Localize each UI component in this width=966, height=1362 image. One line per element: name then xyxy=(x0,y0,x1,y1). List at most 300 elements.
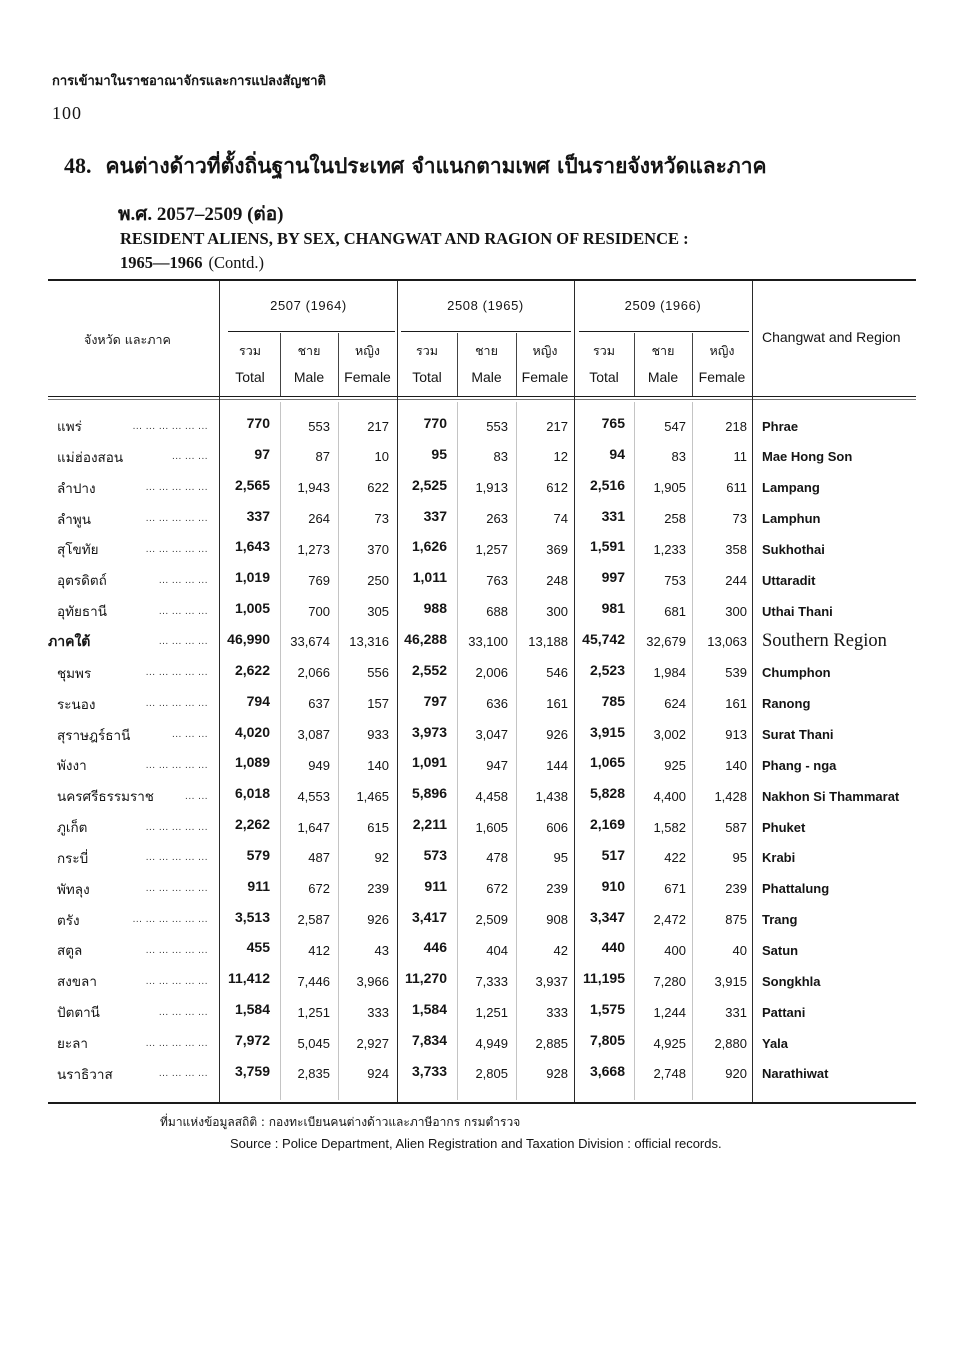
subheader-total: Total xyxy=(235,369,265,385)
male-value-cell: 949 xyxy=(308,757,330,773)
changwat-name-thai: นราธิวาส xyxy=(57,1066,113,1083)
dot-leader: ... ... ... ... ... xyxy=(145,883,208,895)
changwat-name-cell xyxy=(48,1001,220,1023)
subheader-male: Male xyxy=(471,369,502,385)
changwat-name-thai: ลำพูน xyxy=(57,511,91,528)
changwat-name-cell xyxy=(48,569,220,591)
changwat-name-cell xyxy=(48,631,220,653)
female-value-cell: 908 xyxy=(546,912,568,928)
subheader-female-thai: หญิง xyxy=(709,343,735,358)
changwat-name-thai: พัทลุง xyxy=(57,881,90,898)
male-value-cell: 412 xyxy=(308,942,330,958)
female-value-cell: 140 xyxy=(725,757,747,773)
female-value-cell: 13,316 xyxy=(349,634,389,650)
subheader-male-thai: ชาย xyxy=(651,343,675,358)
total-value-cell: 517 xyxy=(601,846,625,863)
header-bottom-rule xyxy=(48,396,916,397)
male-value-cell: 32,679 xyxy=(646,634,686,650)
dot-leader: ... ... ... ... ... xyxy=(145,1037,208,1049)
total-value-cell: 770 xyxy=(423,415,447,431)
total-value-cell: 7,972 xyxy=(234,1032,270,1048)
changwat-name-cell xyxy=(48,415,220,437)
changwat-name-english: Ranong xyxy=(762,696,811,712)
female-value-cell: 40 xyxy=(732,942,747,958)
male-value-cell: 3,087 xyxy=(297,727,330,742)
table-years-english-range: 1965—1966 xyxy=(120,253,203,272)
male-value-cell: 624 xyxy=(664,696,686,712)
male-value-cell: 925 xyxy=(664,757,686,773)
female-value-cell: 92 xyxy=(374,850,389,866)
female-value-cell: 157 xyxy=(367,696,389,712)
table-row xyxy=(48,720,916,750)
table-row xyxy=(48,997,916,1027)
table-row xyxy=(48,843,916,873)
female-value-cell: 622 xyxy=(367,480,389,496)
changwat-name-english: Sukhothai xyxy=(762,541,825,557)
total-value-cell: 1,011 xyxy=(412,569,447,586)
changwat-name-thai: อุตรดิตถ์ xyxy=(57,573,107,590)
female-value-cell: 333 xyxy=(367,1004,389,1020)
dot-leader: ... ... ... ... ... xyxy=(145,513,208,525)
running-header: การเข้ามาในราชอาณาจักรและการแปลงสัญชาติ xyxy=(52,74,326,89)
female-value-cell: 539 xyxy=(725,665,747,681)
female-value-cell: 73 xyxy=(374,511,389,527)
male-value-cell: 681 xyxy=(664,603,686,619)
male-value-cell: 7,446 xyxy=(297,973,330,989)
table-years-thai: พ.ศ. 2057–2509 (ต่อ) xyxy=(118,204,284,225)
table-row xyxy=(48,689,916,719)
male-value-cell: 2,509 xyxy=(475,912,508,928)
male-value-cell: 1,984 xyxy=(653,665,686,681)
total-value-cell: 770 xyxy=(246,415,270,431)
subheader-female: Female xyxy=(344,369,391,385)
subheader-total-thai: รวม xyxy=(416,343,438,358)
total-value-cell: 5,896 xyxy=(411,785,447,802)
male-value-cell: 487 xyxy=(308,850,330,866)
female-value-cell: 2,885 xyxy=(535,1035,568,1051)
male-value-cell: 2,748 xyxy=(653,1066,686,1082)
female-value-cell: 358 xyxy=(725,541,747,557)
year-underline xyxy=(228,331,395,332)
subheader-total-thai: รวม xyxy=(593,343,615,358)
total-value-cell: 573 xyxy=(423,846,447,863)
total-value-cell: 2,552 xyxy=(411,661,447,678)
table-title-english: RESIDENT ALIENS, BY SEX, CHANGWAT AND RAGION OF RESIDENCE : xyxy=(120,229,689,248)
changwat-name-cell xyxy=(48,878,220,900)
year-underline xyxy=(401,331,571,332)
male-value-cell: 1,244 xyxy=(653,1004,686,1020)
male-value-cell: 264 xyxy=(308,511,330,527)
table-top-rule xyxy=(48,279,916,281)
dot-leader: ... ... ... ... ... xyxy=(145,759,208,771)
table-row xyxy=(48,1059,916,1089)
changwat-name-english: Uttaradit xyxy=(762,572,816,588)
male-value-cell: 1,257 xyxy=(475,541,508,557)
changwat-name-cell xyxy=(48,970,220,992)
table-row xyxy=(48,411,916,441)
male-value-cell: 4,949 xyxy=(475,1035,508,1051)
changwat-name-thai: กระบี่ xyxy=(57,850,89,867)
changwat-name-english: Yala xyxy=(762,1035,789,1051)
total-value-cell: 11,270 xyxy=(404,970,447,987)
female-value-cell: 875 xyxy=(725,912,747,928)
changwat-name-cell xyxy=(48,477,220,499)
total-value-cell: 4,020 xyxy=(234,723,270,740)
total-value-cell: 1,005 xyxy=(234,600,270,617)
changwat-name-cell xyxy=(48,508,220,530)
female-value-cell: 161 xyxy=(546,696,568,712)
table-row xyxy=(48,750,916,780)
female-value-cell: 95 xyxy=(553,850,568,866)
changwat-name-cell xyxy=(48,754,220,776)
female-value-cell: 73 xyxy=(732,511,747,527)
total-value-cell: 331 xyxy=(601,507,625,524)
male-value-cell: 2,006 xyxy=(475,665,508,681)
female-value-cell: 926 xyxy=(367,912,389,928)
changwat-name-english: Phrae xyxy=(762,418,799,434)
male-value-cell: 1,273 xyxy=(297,541,330,557)
changwat-name-english: Pattani xyxy=(762,1004,806,1020)
year-header: 2508 (1965) xyxy=(447,298,524,313)
total-value-cell: 446 xyxy=(423,939,447,956)
male-value-cell: 5,045 xyxy=(297,1035,330,1051)
dot-leader: ... ... ... ... ... ... xyxy=(132,420,208,432)
male-value-cell: 478 xyxy=(486,850,508,866)
total-value-cell: 3,668 xyxy=(589,1062,625,1079)
total-value-cell: 1,019 xyxy=(234,569,270,586)
male-value-cell: 553 xyxy=(486,418,508,434)
female-value-cell: 300 xyxy=(725,603,747,619)
male-value-cell: 258 xyxy=(664,511,686,527)
male-value-cell: 4,400 xyxy=(653,788,686,804)
table-row xyxy=(48,565,916,595)
continued-note: (Contd.) xyxy=(208,253,264,272)
total-value-cell: 2,211 xyxy=(412,816,447,833)
total-value-cell: 1,089 xyxy=(234,754,270,771)
male-value-cell: 7,333 xyxy=(475,973,508,989)
female-value-cell: 244 xyxy=(725,572,747,588)
total-value-cell: 785 xyxy=(601,692,625,709)
female-value-cell: 144 xyxy=(546,757,568,773)
changwat-name-cell xyxy=(48,693,220,715)
changwat-name-cell xyxy=(48,847,220,869)
table-years-english xyxy=(120,253,264,273)
subheader-female-thai: หญิง xyxy=(532,343,558,358)
total-value-cell: 3,417 xyxy=(411,908,447,925)
female-value-cell: 2,927 xyxy=(356,1035,389,1051)
table-row xyxy=(48,935,916,965)
total-value-cell: 794 xyxy=(246,692,270,709)
male-value-cell: 637 xyxy=(308,696,330,712)
male-value-cell: 2,472 xyxy=(653,912,686,928)
female-value-cell: 369 xyxy=(546,541,568,557)
total-value-cell: 988 xyxy=(423,600,447,617)
female-value-cell: 3,966 xyxy=(356,973,389,989)
changwat-name-thai: อุทัยธานี xyxy=(57,604,107,621)
dot-leader: ... ... ... ... xyxy=(158,605,208,617)
male-value-cell: 763 xyxy=(486,572,508,588)
male-value-cell: 1,905 xyxy=(653,480,686,496)
total-value-cell: 94 xyxy=(609,445,625,462)
changwat-name-thai: ยะลา xyxy=(57,1036,89,1052)
table-row xyxy=(48,905,916,935)
changwat-name-english: Mae Hong Son xyxy=(762,449,853,465)
table-row xyxy=(48,473,916,503)
total-value-cell: 1,591 xyxy=(589,538,625,555)
header-bottom-rule xyxy=(48,399,916,400)
total-value-cell: 3,915 xyxy=(589,723,625,740)
female-value-cell: 1,428 xyxy=(714,788,747,804)
table-row xyxy=(48,874,916,904)
year-header: 2507 (1964) xyxy=(270,298,347,313)
total-value-cell: 337 xyxy=(246,507,270,524)
total-value-cell: 1,584 xyxy=(411,1001,447,1018)
total-value-cell: 6,018 xyxy=(234,785,270,802)
female-value-cell: 239 xyxy=(367,881,389,897)
female-value-cell: 43 xyxy=(374,942,389,958)
dot-leader: ... ... ... ... xyxy=(158,1068,208,1080)
female-value-cell: 606 xyxy=(546,819,568,835)
dot-leader: ... ... ... ... ... xyxy=(145,852,208,864)
total-value-cell: 2,523 xyxy=(589,661,625,678)
total-value-cell: 2,262 xyxy=(234,816,270,833)
total-value-cell: 3,973 xyxy=(411,723,447,740)
total-value-cell: 1,065 xyxy=(589,754,625,771)
male-value-cell: 672 xyxy=(308,881,330,897)
female-value-cell: 218 xyxy=(725,418,747,434)
male-value-cell: 83 xyxy=(671,449,686,465)
female-value-cell: 370 xyxy=(367,541,389,557)
female-value-cell: 300 xyxy=(546,603,568,619)
dot-leader: ... ... xyxy=(185,790,208,802)
source-note-english: Source : Police Department, Alien Registration and Taxation Division : official records. xyxy=(230,1136,722,1151)
changwat-name-english: Chumphon xyxy=(762,665,831,681)
dot-leader: ... ... ... ... ... xyxy=(145,975,208,987)
subheader-total-thai: รวม xyxy=(239,343,261,358)
female-value-cell: 615 xyxy=(367,819,389,835)
table-row xyxy=(48,504,916,534)
total-value-cell: 7,834 xyxy=(411,1032,447,1048)
female-value-cell: 2,880 xyxy=(714,1035,747,1051)
dot-leader: ... ... ... ... ... ... xyxy=(132,914,208,926)
male-value-cell: 1,251 xyxy=(297,1004,330,1020)
total-value-cell: 440 xyxy=(601,939,625,956)
changwat-name-thai: สตูล xyxy=(57,943,83,960)
female-value-cell: 933 xyxy=(367,727,389,742)
total-value-cell: 11,195 xyxy=(582,970,625,987)
subheader-female: Female xyxy=(698,369,746,385)
subheader-male: Male xyxy=(647,369,679,385)
total-value-cell: 337 xyxy=(423,507,447,524)
male-value-cell: 1,251 xyxy=(475,1004,508,1020)
male-value-cell: 263 xyxy=(486,511,508,527)
female-value-cell: 587 xyxy=(725,819,747,835)
changwat-name-cell xyxy=(48,446,220,468)
changwat-name-cell xyxy=(48,939,220,961)
female-value-cell: 161 xyxy=(725,696,747,712)
total-value-cell: 797 xyxy=(423,692,447,709)
female-value-cell: 74 xyxy=(553,511,568,527)
changwat-name-english: Phattalung xyxy=(762,881,830,897)
total-value-cell: 2,169 xyxy=(589,816,625,833)
male-value-cell: 422 xyxy=(664,850,686,866)
male-value-cell: 33,674 xyxy=(290,634,330,650)
changwat-name-english: Songkhla xyxy=(762,973,821,989)
table-number: 48. xyxy=(64,153,92,178)
male-value-cell: 1,233 xyxy=(653,541,686,557)
female-value-cell: 95 xyxy=(732,850,747,866)
female-value-cell: 913 xyxy=(725,727,747,742)
total-value-cell: 911 xyxy=(424,877,447,894)
total-value-cell: 3,347 xyxy=(589,908,625,925)
total-value-cell: 46,990 xyxy=(227,630,270,647)
header-changwat-english: Changwat and Region xyxy=(762,329,901,345)
male-value-cell: 947 xyxy=(486,757,508,773)
male-value-cell: 2,066 xyxy=(297,665,330,681)
male-value-cell: 2,805 xyxy=(475,1066,508,1082)
male-value-cell: 2,835 xyxy=(297,1066,330,1082)
total-value-cell: 2,516 xyxy=(589,476,625,493)
dot-leader: ... ... ... ... ... xyxy=(145,698,208,710)
total-value-cell: 7,805 xyxy=(589,1032,625,1048)
changwat-name-thai: สงขลา xyxy=(57,974,97,991)
changwat-name-thai: สุโขทัย xyxy=(57,542,99,559)
female-value-cell: 248 xyxy=(546,572,568,588)
total-value-cell: 997 xyxy=(601,569,625,586)
subheader-total: Total xyxy=(412,369,442,385)
changwat-name-english: Trang xyxy=(762,912,798,928)
male-value-cell: 769 xyxy=(308,572,330,588)
total-value-cell: 97 xyxy=(254,445,270,462)
total-value-cell: 1,643 xyxy=(234,538,270,555)
changwat-name-cell xyxy=(48,1063,220,1085)
female-value-cell: 10 xyxy=(374,449,389,465)
male-value-cell: 1,647 xyxy=(297,819,330,835)
male-value-cell: 87 xyxy=(315,449,330,465)
changwat-name-cell xyxy=(48,785,220,807)
dot-leader: ... ... ... xyxy=(171,729,208,740)
male-value-cell: 4,925 xyxy=(653,1035,686,1051)
changwat-name-english: Satun xyxy=(762,942,799,958)
male-value-cell: 33,100 xyxy=(468,634,508,650)
female-value-cell: 926 xyxy=(546,727,568,742)
changwat-name-thai: สุราษฎร์ธานี xyxy=(57,727,131,744)
total-value-cell: 1,584 xyxy=(234,1001,270,1018)
table-bottom-rule xyxy=(48,1102,916,1104)
dot-leader: ... ... ... ... ... xyxy=(145,821,208,833)
female-value-cell: 239 xyxy=(725,881,747,897)
subheader-female: Female xyxy=(521,369,569,385)
changwat-name-english: Krabi xyxy=(762,850,796,866)
source-note-thai: ที่มาแห่งข้อมูลสถิติ : กองทะเบียนคนต่างด้าวและภาษีอากร กรมตำรวจ xyxy=(160,1115,521,1129)
changwat-name-cell xyxy=(48,724,220,746)
changwat-name-thai: นครศรีธรรมราช xyxy=(57,789,154,806)
total-value-cell: 765 xyxy=(601,415,625,431)
total-value-cell: 2,565 xyxy=(234,476,270,493)
subheader-male-thai: ชาย xyxy=(297,343,321,358)
male-value-cell: 753 xyxy=(664,572,686,588)
changwat-name-cell xyxy=(48,1032,220,1054)
male-value-cell: 700 xyxy=(308,603,330,619)
changwat-name-thai: แพร่ xyxy=(57,419,82,435)
subheader-male-thai: ชาย xyxy=(475,343,498,358)
table-row xyxy=(48,966,916,996)
male-value-cell: 1,582 xyxy=(653,819,686,835)
region-total-row xyxy=(48,627,916,657)
female-value-cell: 140 xyxy=(367,757,389,773)
changwat-name-cell xyxy=(48,662,220,684)
female-value-cell: 12 xyxy=(553,449,568,465)
male-value-cell: 4,553 xyxy=(297,788,330,804)
total-value-cell: 3,513 xyxy=(234,908,270,925)
male-value-cell: 688 xyxy=(486,603,508,619)
changwat-name-thai: ชุมพร xyxy=(57,665,92,682)
changwat-name-english: Lamphun xyxy=(762,511,821,527)
male-value-cell: 2,587 xyxy=(297,912,330,928)
total-value-cell: 911 xyxy=(247,877,270,894)
subheader-male: Male xyxy=(293,369,325,385)
dot-leader: ... ... ... xyxy=(171,451,208,463)
total-value-cell: 3,733 xyxy=(411,1062,447,1079)
total-value-cell: 981 xyxy=(601,600,625,617)
dot-leader: ... ... ... ... ... xyxy=(145,667,208,679)
header-changwat-thai: จังหวัด และภาค xyxy=(84,332,171,347)
changwat-name-thai: ระนอง xyxy=(57,696,96,713)
female-value-cell: 3,915 xyxy=(714,973,747,989)
table-row xyxy=(48,658,916,688)
total-value-cell: 2,622 xyxy=(234,661,270,678)
male-value-cell: 400 xyxy=(664,942,686,958)
female-value-cell: 305 xyxy=(367,603,389,619)
female-value-cell: 920 xyxy=(725,1066,747,1082)
male-value-cell: 1,605 xyxy=(475,819,508,835)
changwat-name-cell xyxy=(48,600,220,622)
total-value-cell: 5,828 xyxy=(589,785,625,802)
changwat-name-thai: ปัตตานี xyxy=(57,1005,100,1022)
changwat-name-english: Phang - nga xyxy=(762,757,837,773)
male-value-cell: 4,458 xyxy=(475,788,508,804)
male-value-cell: 7,280 xyxy=(653,973,686,989)
total-value-cell: 455 xyxy=(246,939,270,956)
male-value-cell: 547 xyxy=(664,418,686,434)
female-value-cell: 217 xyxy=(367,418,389,434)
changwat-name-thai: พังงา xyxy=(57,758,87,775)
table-body xyxy=(48,411,916,1101)
changwat-name-thai: ภูเก็ต xyxy=(57,820,88,837)
dot-leader: ... ... ... ... ... xyxy=(145,543,208,555)
female-value-cell: 13,063 xyxy=(707,634,747,650)
total-value-cell: 1,575 xyxy=(589,1001,625,1018)
male-value-cell: 3,047 xyxy=(475,727,508,742)
male-value-cell: 671 xyxy=(664,881,686,897)
table-title-thai xyxy=(64,150,924,183)
male-value-cell: 636 xyxy=(486,696,508,712)
page-number: 100 xyxy=(52,103,82,123)
female-value-cell: 928 xyxy=(546,1066,568,1082)
male-value-cell: 3,002 xyxy=(653,727,686,742)
female-value-cell: 612 xyxy=(546,480,568,496)
changwat-name-thai: ตรัง xyxy=(57,912,80,929)
female-value-cell: 239 xyxy=(546,881,568,897)
changwat-name-english: Surat Thani xyxy=(762,727,834,742)
subheader-total: Total xyxy=(589,369,619,385)
table-row xyxy=(48,534,916,564)
year-underline xyxy=(579,331,749,332)
table-row xyxy=(48,442,916,472)
changwat-name-cell xyxy=(48,538,220,560)
female-value-cell: 556 xyxy=(367,665,389,681)
table-row xyxy=(48,596,916,626)
